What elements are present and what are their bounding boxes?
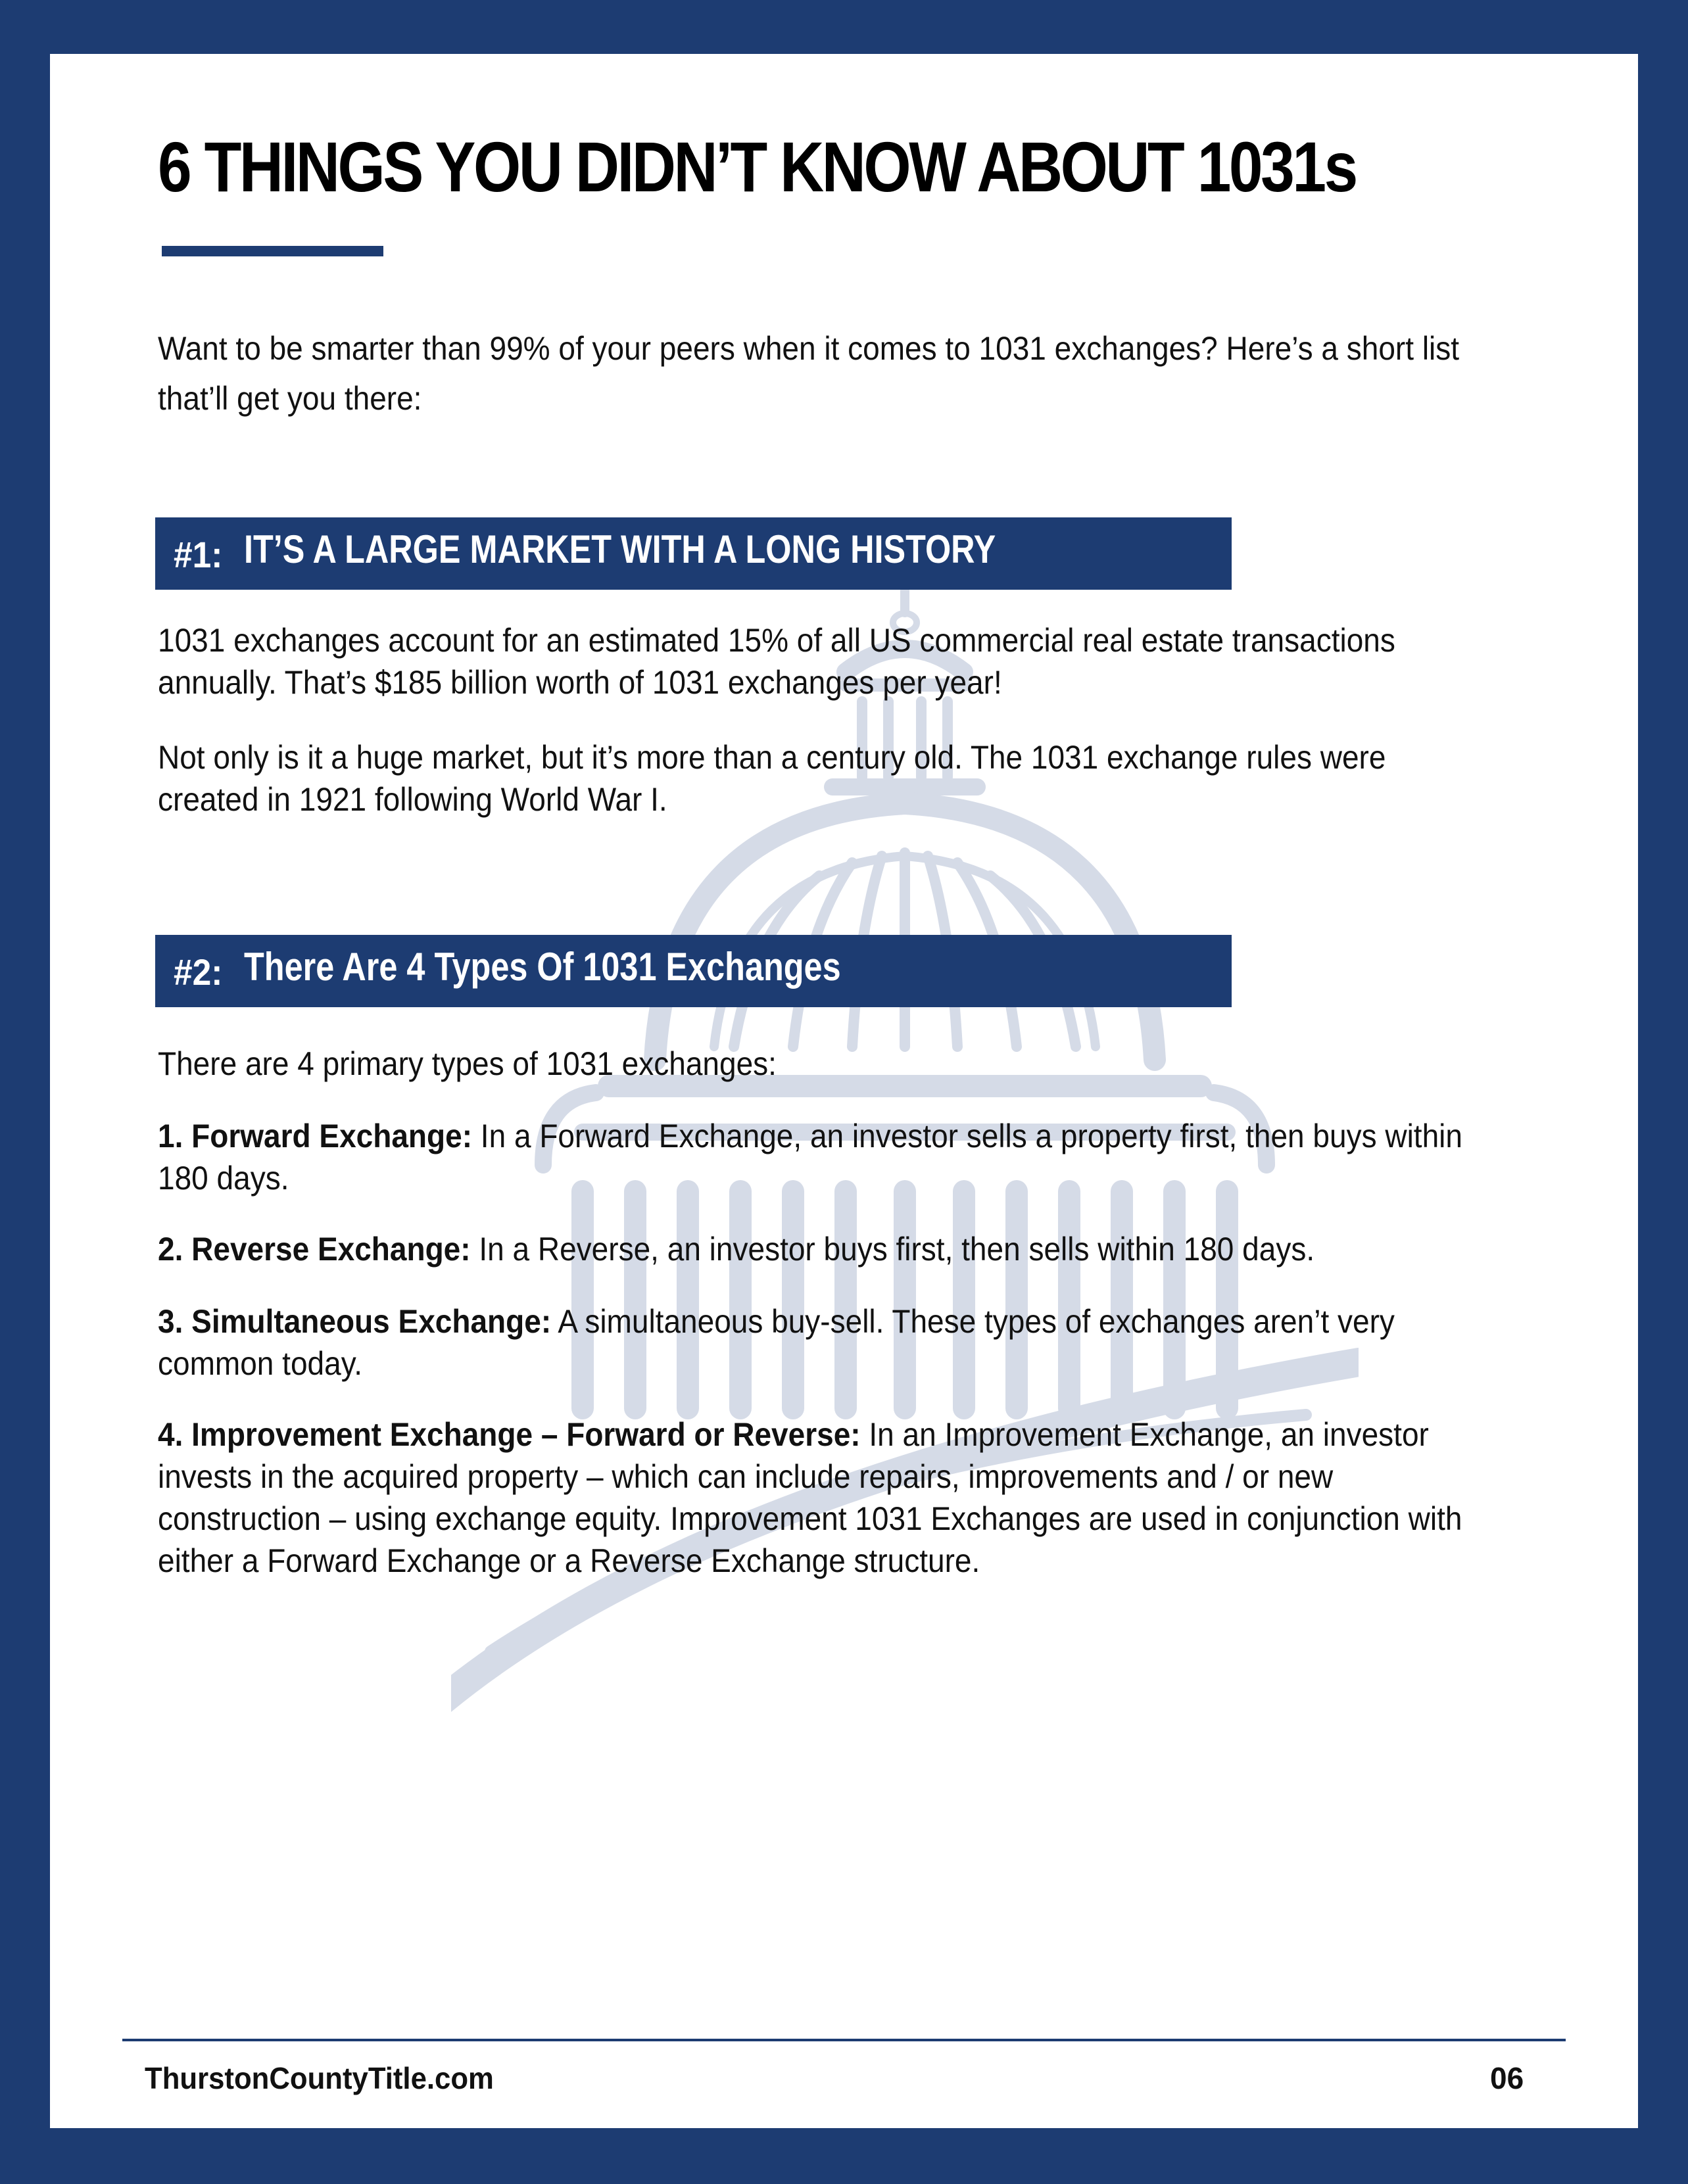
section-2-heading: There Are 4 Types Of 1031 Exchanges bbox=[244, 945, 841, 989]
list-item-text: In an Improvement Exchange, an investor invests in the acquired property – which can include repairs, improvements and / or new construction – using exchange equity. Improvement 1031 Exchanges are used in conjunction with either a Forward Exchange or a Reverse Exchange structure. bbox=[158, 1416, 1462, 1579]
list-item-label: 2. Reverse Exchange: bbox=[158, 1231, 471, 1268]
list-item-text: A simultaneous buy-sell. These types of exchanges aren’t very common today. bbox=[158, 1303, 1395, 1382]
list-item bbox=[158, 1413, 1464, 1582]
list-item-label: 3. Simultaneous Exchange: bbox=[158, 1303, 552, 1340]
list-item bbox=[158, 1115, 1464, 1199]
document-page bbox=[50, 54, 1638, 2128]
list-item-label: 1. Forward Exchange: bbox=[158, 1118, 473, 1154]
section-1-paragraph-1: 1031 exchanges account for an estimated 15% of all US commercial real estate transactions annually. That’s $185 billion worth of 1031 exchanges per year! bbox=[158, 622, 1395, 701]
page-number: 06 bbox=[1490, 2061, 1524, 2095]
list-item bbox=[158, 1228, 1464, 1270]
section-2-intro: There are 4 primary types of 1031 exchanges: bbox=[158, 1045, 777, 1082]
section-2-number: #2: bbox=[174, 951, 223, 993]
page-title: 6 THINGS YOU DIDN’T KNOW ABOUT 1031s bbox=[158, 127, 1356, 206]
section-1-paragraph-2: Not only is it a huge market, but it’s more than a century old. The 1031 exchange rules were created in 1921 following World War I. bbox=[158, 739, 1386, 818]
intro-paragraph: Want to be smarter than 99% of your peers when it comes to 1031 exchanges? Here’s a short list that’ll get you there: bbox=[158, 330, 1460, 417]
list-item-label: 4. Improvement Exchange – Forward or Reverse: bbox=[158, 1416, 861, 1453]
section-1-header bbox=[155, 517, 1232, 590]
section-1-number: #1: bbox=[174, 534, 223, 575]
list-item-text: In a Reverse, an investor buys first, then sells within 180 days. bbox=[470, 1231, 1315, 1268]
list-item bbox=[158, 1300, 1464, 1385]
list-item-text: In a Forward Exchange, an investor sells a property first, then buys within 180 days. bbox=[158, 1118, 1462, 1197]
section-1-heading: IT’S A LARGE MARKET WITH A LONG HISTORY bbox=[244, 527, 996, 571]
footer-divider bbox=[122, 2039, 1566, 2041]
section-2-header bbox=[155, 935, 1232, 1007]
footer-website: ThurstonCountyTitle.com bbox=[145, 2061, 494, 2095]
title-underline bbox=[162, 246, 383, 256]
